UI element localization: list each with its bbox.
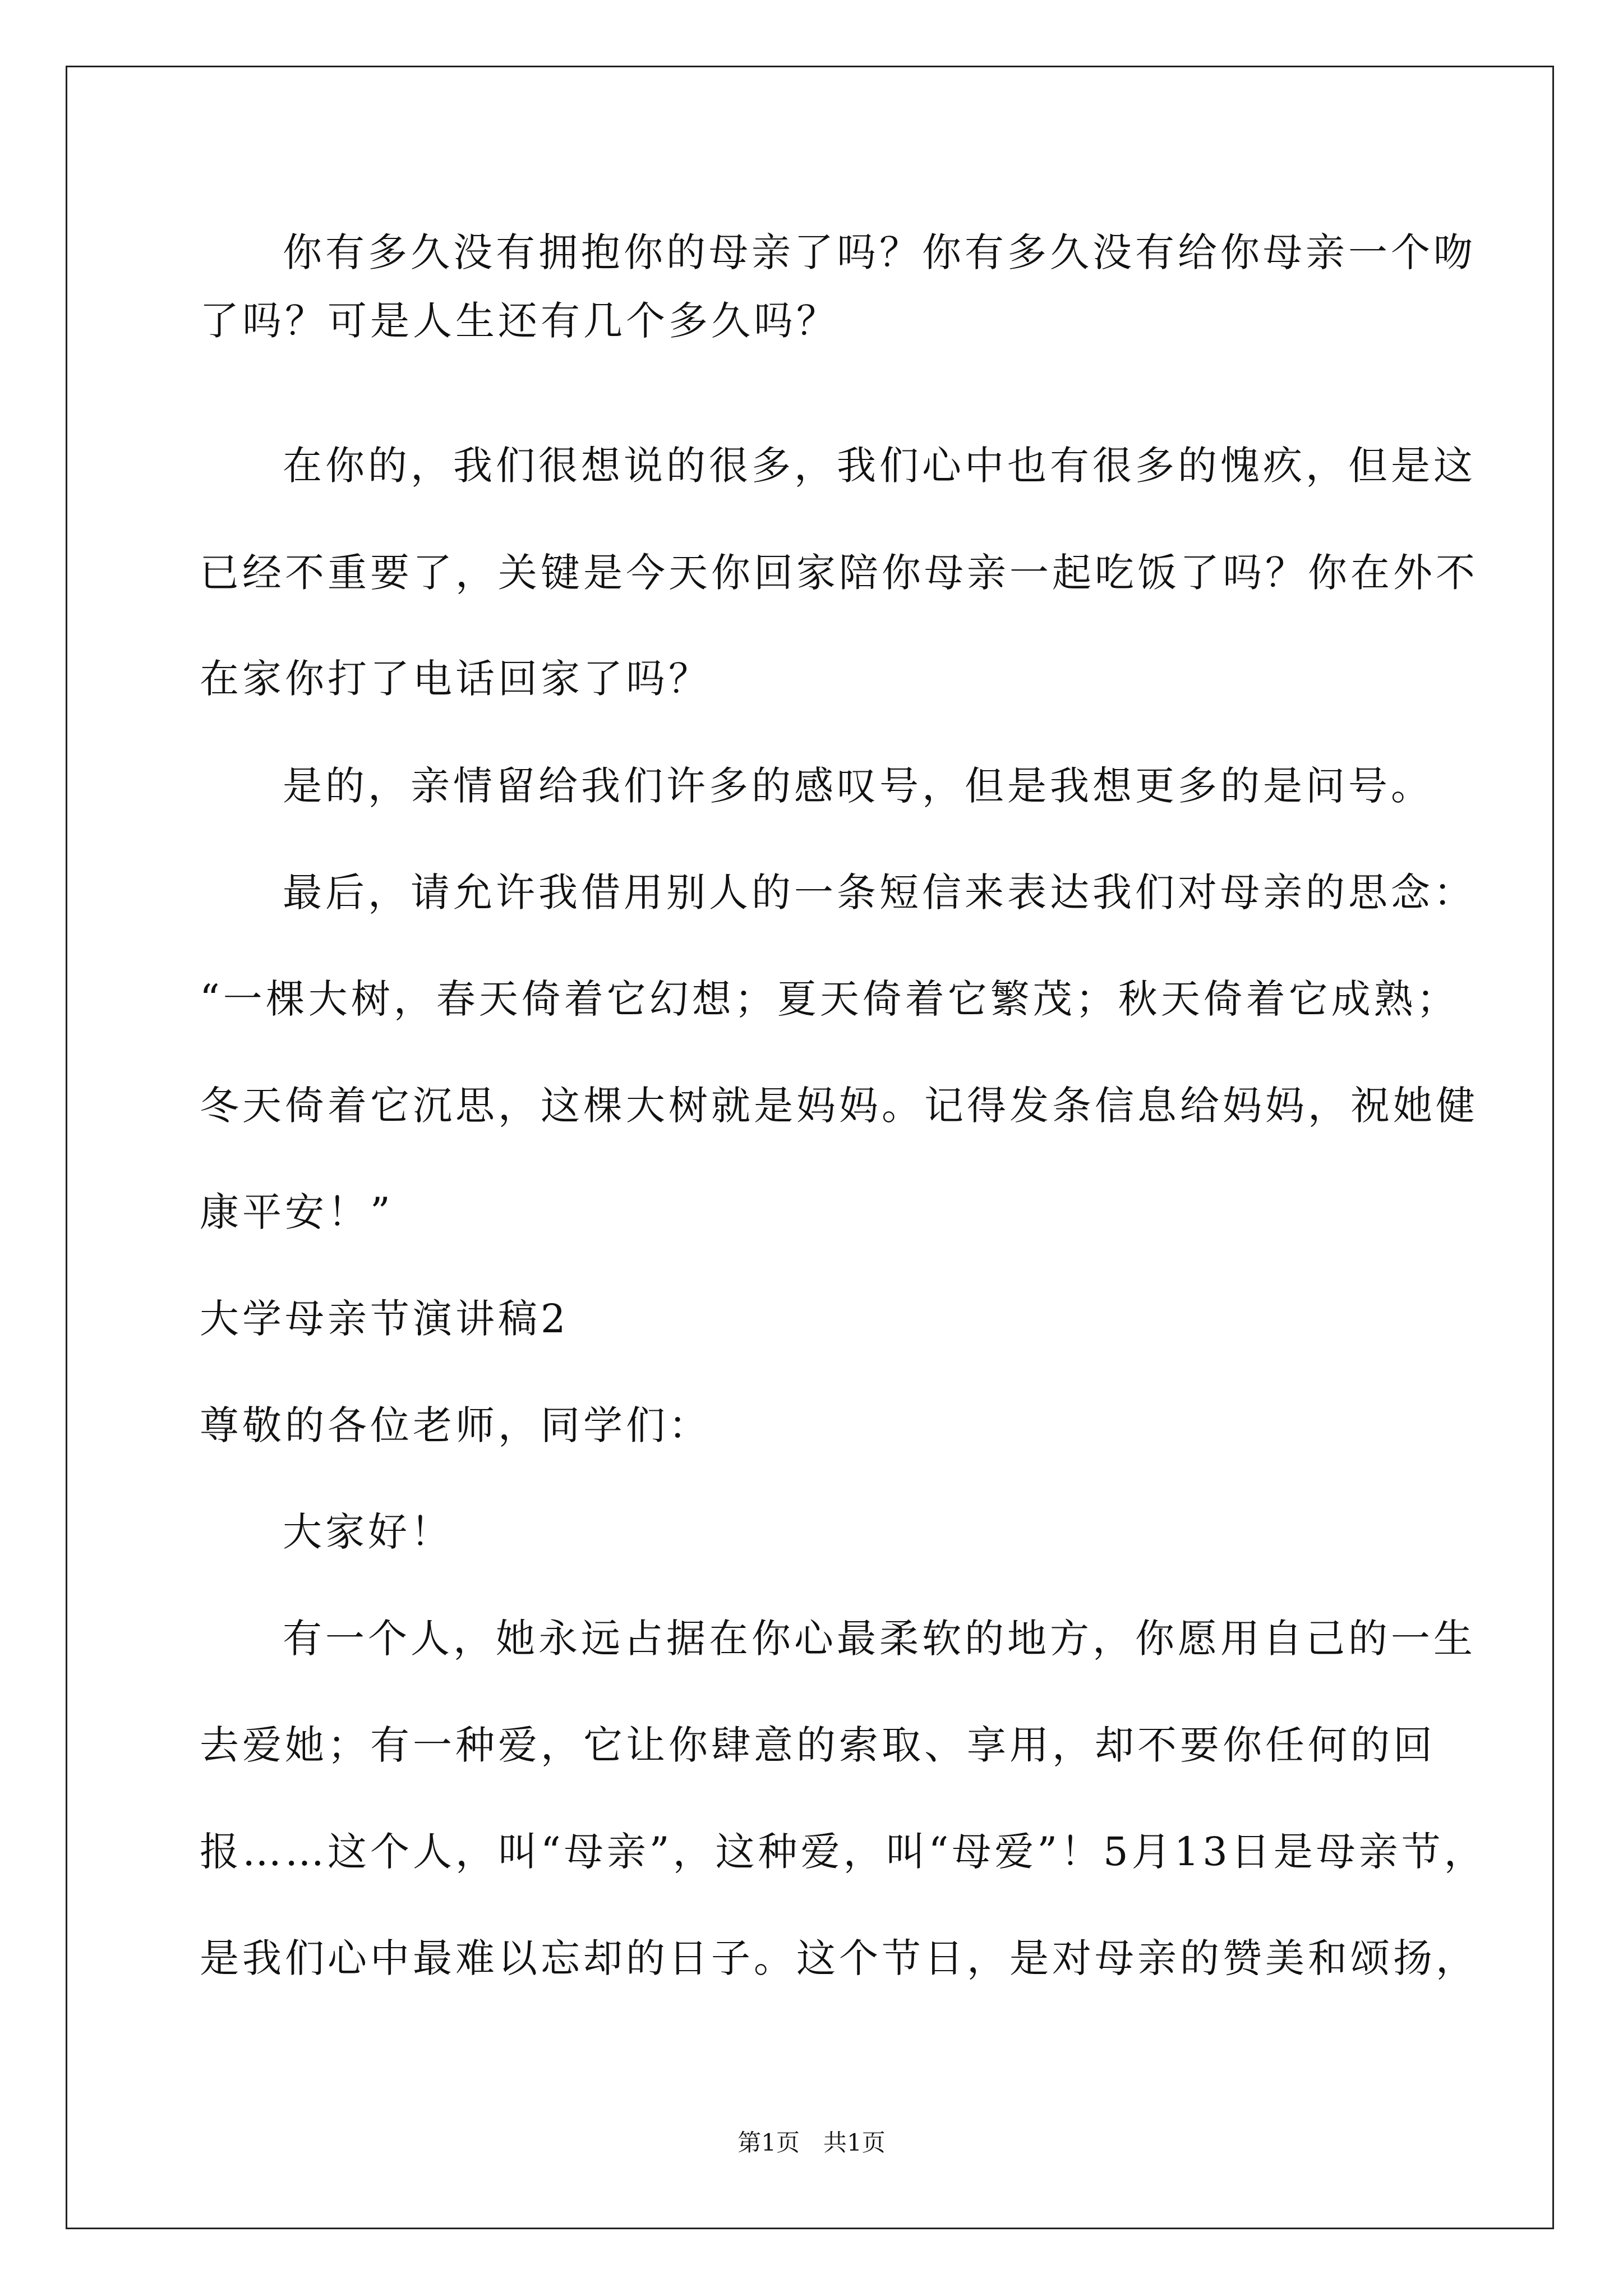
section-heading: 大学母亲节演讲稿2	[200, 1296, 569, 1342]
paragraph-line: 是我们心中最难以忘却的日子。这个节日，是对母亲的赞美和颂扬，	[200, 1935, 1478, 1981]
paragraph-line: 报……这个人，叫“母亲”，这种爱，叫“母爱”！5月13日是母亲节，	[200, 1829, 1487, 1875]
paragraph-line: 是的，亲情留给我们许多的感叹号，但是我想更多的是问号。	[283, 763, 1433, 809]
paragraph-line: 康平安！”	[200, 1189, 394, 1235]
paragraph-line: 有一个人，她永远占据在你心最柔软的地方，你愿用自己的一生	[283, 1616, 1476, 1662]
page-border	[66, 66, 1554, 2229]
paragraph-line: “一棵大树，春天倚着它幻想；夏天倚着它繁茂；秋天倚着它成熟；	[200, 976, 1459, 1022]
paragraph-line: 去爱她；有一种爱，它让你肆意的索取、享用，却不要你任何的回	[200, 1722, 1436, 1768]
paragraph-line: 冬天倚着它沉思，这棵大树就是妈妈。记得发条信息给妈妈，祝她健	[200, 1083, 1478, 1129]
paragraph-line: 最后，请允许我借用别人的一条短信来表达我们对母亲的思念：	[283, 869, 1476, 915]
paragraph-line: 在你的，我们很想说的很多，我们心中也有很多的愧疚，但是这	[283, 443, 1476, 489]
salutation: 尊敬的各位老师，同学们：	[200, 1402, 711, 1448]
paragraph-line: 在家你打了电话回家了吗？	[200, 656, 711, 702]
paragraph-line: 你有多久没有拥抱你的母亲了吗？你有多久没有给你母亲一个吻	[283, 229, 1476, 275]
paragraph-line: 了吗？可是人生还有几个多久吗？	[200, 298, 839, 344]
paragraph-line: 已经不重要了，关键是今天你回家陪你母亲一起吃饭了吗？你在外不	[200, 550, 1478, 596]
page-number-footer: 第1页 共1页	[737, 2129, 886, 2156]
greeting: 大家好！	[283, 1509, 453, 1555]
